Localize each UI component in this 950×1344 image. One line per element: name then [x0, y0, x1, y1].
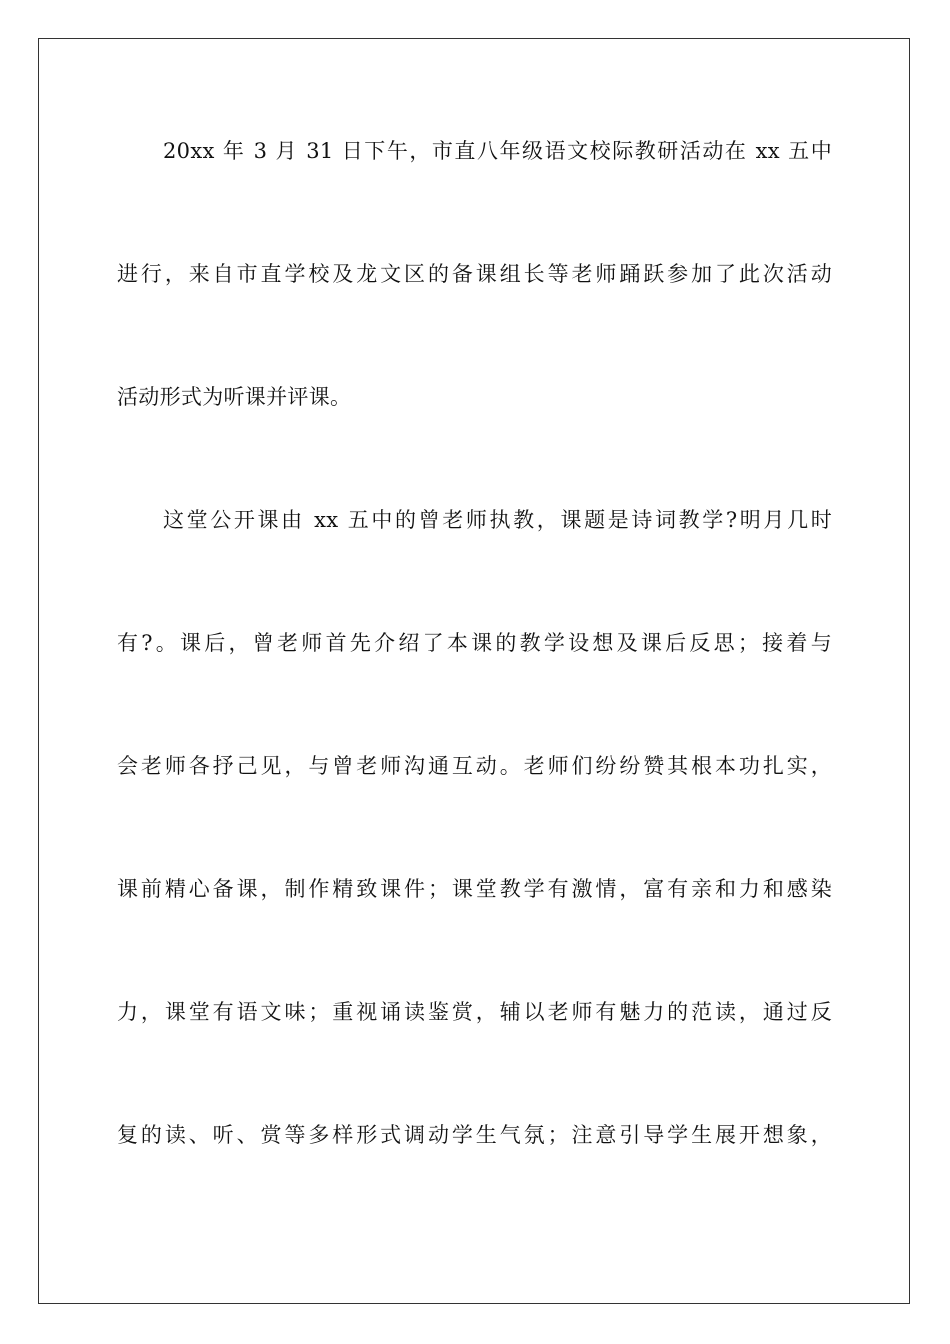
paragraph-1-line-2: 进行，来自市直学校及龙文区的备课组长等老师踊跃参加了此次活动 — [117, 262, 832, 286]
paragraph-2-line-1: 这堂公开课由 xx 五中的曾老师执教，课题是诗词教学?明月几时 — [163, 508, 832, 532]
paragraph-2-line-3: 会老师各抒己见，与曾老师沟通互动。老师们纷纷赞其根本功扎实， — [117, 754, 832, 778]
paragraph-2-line-5: 力，课堂有语文味；重视诵读鉴赏，辅以老师有魅力的范读，通过反 — [117, 1000, 832, 1024]
paragraph-1-line-1: 20xx 年 3 月 31 日下午，市直八年级语文校际教研活动在 xx 五中 — [163, 139, 832, 163]
paragraph-2-line-4: 课前精心备课，制作精致课件；课堂教学有激情，富有亲和力和感染 — [117, 877, 832, 901]
paragraph-2-line-2: 有?。课后，曾老师首先介绍了本课的教学设想及课后反思；接着与 — [117, 631, 832, 655]
page-frame — [38, 38, 910, 1304]
paragraph-1-line-3: 活动形式为听课并评课。 — [117, 385, 352, 409]
paragraph-2-line-6: 复的读、听、赏等多样形式调动学生气氛；注意引导学生展开想象， — [117, 1123, 832, 1147]
